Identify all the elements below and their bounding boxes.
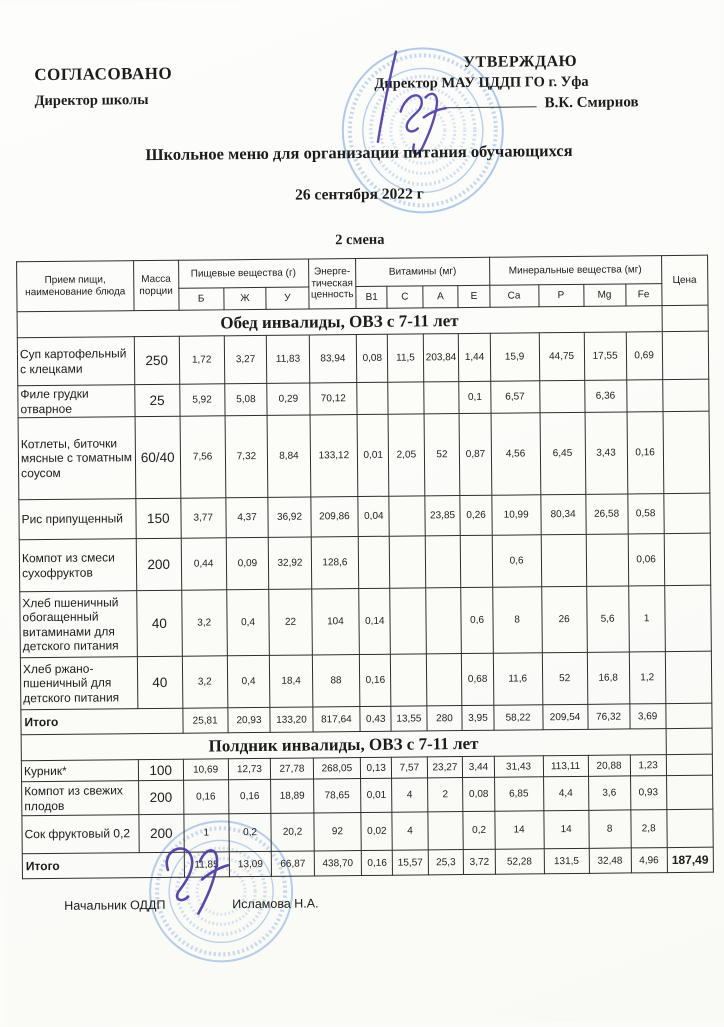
value-cell: 0,04 — [358, 496, 389, 536]
approved-block — [374, 52, 667, 114]
total-value-cell: 20,93 — [227, 707, 270, 732]
value-cell: 20,2 — [271, 813, 314, 851]
approved-role: Директор МАУ ЦДДП ГО г. Уфа — [374, 73, 589, 92]
total-label: Итого — [21, 708, 183, 735]
total-value-cell: 131,5 — [544, 848, 589, 873]
value-cell: 200 — [139, 814, 184, 852]
total-label: Итого — [22, 852, 184, 879]
total-value-cell: 13,55 — [391, 706, 426, 731]
footer-position: Начальник ОДДП — [64, 897, 166, 913]
dish-name-cell: Котлеты, биточки мясные с томатным соусом — [18, 417, 136, 500]
dish-name-cell: Курник* — [21, 760, 138, 782]
value-cell: 128,6 — [311, 537, 359, 589]
value-cell: 268,05 — [313, 758, 361, 779]
document-title: Школьное меню для организации питания обучающихся — [145, 140, 573, 165]
value-cell: 32,92 — [269, 537, 312, 589]
value-cell: 4,56 — [491, 413, 541, 495]
value-cell — [425, 536, 461, 588]
col-header-dish: Прием пищи, наименование блюда — [17, 261, 134, 312]
value-cell — [664, 585, 711, 651]
value-cell: 83,94 — [309, 335, 357, 383]
total-value-cell: 280 — [426, 706, 462, 731]
total-value-cell: 25,81 — [183, 708, 228, 733]
value-cell: 17,55 — [584, 332, 627, 380]
value-cell — [357, 382, 388, 414]
value-cell: 0,02 — [361, 812, 392, 850]
col-header-energy: Энерге- тическая ценность — [308, 259, 356, 309]
value-cell: 16,8 — [587, 652, 630, 704]
col-group-vitamins: Витамины (мг) — [356, 257, 490, 286]
dish-row — [20, 651, 711, 710]
total-value-cell: 209,54 — [542, 704, 587, 729]
total-value-cell: 11,85 — [184, 852, 229, 877]
col-header-a: А — [422, 286, 458, 308]
value-cell — [664, 533, 711, 585]
col-group-minerals: Минеральные вещества (мг) — [489, 256, 661, 286]
total-value-cell: 66,87 — [272, 851, 314, 876]
value-cell: 4 — [392, 778, 428, 812]
value-cell: 60/40 — [135, 416, 181, 498]
approved-name: В.К. Смирнов — [544, 94, 639, 112]
value-cell: 0,2 — [228, 813, 271, 851]
total-value-cell: 3,69 — [630, 704, 666, 729]
total-row — [22, 847, 713, 879]
value-cell: 23,27 — [427, 757, 463, 778]
value-cell — [663, 411, 710, 493]
value-cell: 0,01 — [361, 778, 392, 812]
total-value-cell: 76,32 — [587, 704, 629, 729]
table-body — [17, 305, 713, 879]
value-cell: 0,08 — [357, 334, 389, 382]
value-cell: 0,09 — [226, 537, 269, 589]
value-cell: 6,36 — [584, 380, 626, 412]
value-cell: 18,89 — [271, 779, 313, 813]
value-cell: 1 — [184, 814, 229, 852]
value-cell: 113,11 — [543, 755, 588, 776]
value-cell: 11,5 — [388, 334, 424, 382]
value-cell: 8,84 — [267, 415, 310, 497]
total-value-cell: 3,95 — [462, 705, 493, 730]
total-value-cell: 4,96 — [631, 848, 667, 873]
value-cell: 0,1 — [459, 381, 490, 413]
col-header-ca: Ca — [489, 285, 538, 307]
value-cell: 2,05 — [388, 414, 424, 496]
total-value-cell: 438,70 — [314, 851, 362, 876]
value-cell: 0,06 — [628, 534, 664, 586]
total-value-cell: 0,43 — [360, 706, 391, 731]
value-cell — [390, 588, 426, 654]
value-cell: 70,12 — [309, 383, 357, 415]
value-cell — [541, 534, 586, 586]
value-cell — [426, 654, 462, 706]
document-date: 26 сентября 2022 г — [295, 185, 424, 204]
dish-row — [19, 493, 710, 540]
value-cell: 25 — [135, 384, 180, 416]
total-value-cell: 133,20 — [270, 707, 312, 732]
total-value-cell: 32,48 — [589, 848, 631, 873]
total-value-cell: 58,22 — [493, 705, 542, 730]
dish-name-cell: Филе грудки отварное — [18, 385, 135, 418]
section-title: Полдник инвалиды, ОВЗ с 7-11 лет — [21, 729, 666, 761]
value-cell: 0,14 — [359, 588, 391, 654]
value-cell: 0,4 — [226, 589, 269, 655]
value-cell: 104 — [311, 589, 359, 655]
value-cell: 12,73 — [228, 758, 271, 779]
col-header-price: Цена — [661, 255, 708, 305]
value-cell: 2,8 — [631, 810, 667, 848]
value-cell — [586, 534, 629, 586]
value-cell: 0,16 — [627, 412, 664, 494]
value-cell: 3,2 — [182, 656, 227, 708]
value-cell: 44,75 — [539, 332, 584, 380]
agreed-role: Директор школы — [34, 92, 149, 110]
value-cell: 0,13 — [361, 757, 392, 778]
value-cell: 1,2 — [629, 652, 665, 704]
value-cell — [461, 535, 493, 587]
dish-name-cell: Рис припущенный — [19, 499, 136, 540]
total-value-cell: 25,3 — [428, 850, 464, 875]
value-cell: 0,2 — [463, 811, 494, 849]
value-cell — [427, 812, 463, 850]
total-value-cell: 15,57 — [393, 850, 428, 875]
value-cell — [390, 536, 426, 588]
value-cell: 0,69 — [626, 332, 662, 380]
value-cell: 0,08 — [463, 777, 494, 811]
value-cell: 0,6 — [492, 535, 542, 587]
value-cell: 5,92 — [179, 384, 224, 416]
col-group-nutrients: Пищевые вещества (г) — [178, 259, 308, 288]
value-cell: 133,12 — [310, 415, 358, 497]
value-cell: 0,44 — [181, 538, 226, 590]
value-cell: 40 — [137, 656, 182, 708]
value-cell: 3,44 — [463, 756, 494, 777]
approved-sign-line — [375, 94, 667, 114]
value-cell: 15,9 — [490, 333, 540, 381]
value-cell — [391, 654, 427, 706]
dish-name-cell: Сок фруктовый 0,2 — [22, 815, 139, 854]
value-cell: 4,37 — [225, 497, 268, 537]
value-cell: 0,16 — [183, 780, 228, 814]
value-cell: 200 — [138, 780, 183, 814]
value-cell: 2 — [427, 778, 463, 812]
value-cell: 0,16 — [360, 654, 392, 706]
total-value-cell: 817,64 — [312, 707, 360, 732]
value-cell — [539, 380, 584, 412]
dish-name-cell: Компот из смеси сухофруктов — [19, 539, 136, 592]
value-cell: 52 — [542, 652, 587, 704]
value-cell: 23,85 — [424, 496, 460, 536]
value-cell: 3,27 — [224, 335, 267, 383]
value-cell: 5,6 — [586, 586, 629, 652]
value-cell — [665, 651, 712, 703]
value-cell: 0,6 — [461, 587, 493, 653]
value-cell: 40 — [137, 590, 183, 656]
value-cell: 31,43 — [494, 756, 543, 777]
dish-name-cell: Компот из свежих плодов — [22, 781, 139, 816]
value-cell: 52 — [424, 414, 461, 496]
value-cell: 26 — [541, 586, 587, 652]
signature-line — [445, 106, 537, 108]
value-cell: 27,78 — [271, 758, 313, 779]
total-value-cell: 187,49 — [667, 847, 714, 872]
total-value-cell: 0,16 — [361, 850, 392, 875]
value-cell: 6,85 — [494, 777, 543, 811]
value-cell: 11,83 — [267, 335, 310, 383]
col-header-mg: Mg — [583, 284, 625, 306]
value-cell: 4 — [392, 812, 428, 850]
value-cell: 80,34 — [540, 494, 585, 534]
value-cell — [358, 536, 390, 588]
value-cell — [666, 809, 713, 847]
value-cell — [666, 754, 713, 775]
value-cell — [425, 588, 462, 654]
value-cell: 1,23 — [630, 755, 666, 776]
total-value-cell: 13,09 — [229, 851, 272, 876]
shift-label: 2 смена — [335, 231, 385, 249]
col-header-fe: Fe — [625, 284, 661, 306]
value-cell: 1,72 — [179, 336, 224, 384]
value-cell: 7,32 — [225, 415, 269, 497]
dish-row — [17, 331, 708, 386]
value-cell: 6,45 — [540, 412, 586, 494]
total-value-cell: 3,72 — [464, 849, 495, 874]
menu-table — [16, 255, 714, 880]
value-cell: 0,87 — [460, 413, 492, 495]
value-cell: 203,84 — [423, 334, 459, 382]
dish-name-cell: Суп картофельный с клецками — [17, 337, 134, 386]
value-cell: 36,92 — [268, 497, 311, 537]
dish-row — [22, 809, 713, 854]
value-cell: 100 — [138, 759, 183, 780]
section-title: Обед инвалиды, ОВЗ с 7-11 лет — [17, 306, 662, 338]
value-cell: 8 — [588, 810, 631, 848]
col-header-protein: Б — [179, 288, 224, 310]
col-header-fat: Ж — [223, 287, 266, 309]
value-cell: 20,88 — [588, 755, 630, 776]
value-cell: 0,4 — [227, 655, 270, 707]
value-cell: 0,29 — [267, 383, 309, 415]
total-value-cell: 52,28 — [495, 849, 544, 874]
dish-row — [20, 585, 712, 658]
value-cell: 0,26 — [460, 495, 491, 535]
value-cell — [626, 380, 662, 412]
value-cell: 0,68 — [462, 653, 494, 705]
agreed-block — [34, 64, 172, 110]
value-cell — [389, 496, 425, 536]
value-cell: 0,58 — [628, 494, 664, 534]
dish-name-cell: Хлеб пшеничный обогащенный витаминами для детского питания — [20, 591, 137, 658]
value-cell: 0,93 — [630, 776, 666, 810]
value-cell: 10,69 — [183, 759, 228, 780]
value-cell — [663, 493, 710, 533]
value-cell: 7,57 — [392, 757, 427, 778]
approved-label: УТВЕРЖДАЮ — [463, 52, 578, 72]
value-cell: 10,99 — [491, 495, 540, 535]
col-header-p: P — [538, 284, 583, 306]
col-header-carbs: У — [266, 287, 308, 309]
total-value-cell — [665, 703, 712, 728]
value-cell: 0,01 — [357, 414, 389, 496]
value-cell: 7,56 — [180, 416, 226, 498]
value-cell: 3,77 — [181, 498, 226, 538]
value-cell: 209,86 — [310, 497, 358, 537]
value-cell: 14 — [543, 810, 588, 848]
dish-name-cell: Хлеб ржано-пшеничный для детского питания — [20, 657, 137, 710]
value-cell: 26,58 — [585, 494, 628, 534]
value-cell: 3,2 — [181, 590, 227, 656]
value-cell: 18,4 — [270, 655, 313, 707]
value-cell: 11,6 — [493, 653, 543, 705]
col-header-e: Е — [458, 285, 489, 307]
value-cell: 1,44 — [459, 333, 491, 381]
value-cell — [666, 775, 713, 809]
value-cell: 0,16 — [228, 779, 271, 813]
value-cell — [662, 331, 709, 379]
value-cell: 1 — [628, 586, 665, 652]
value-cell: 250 — [134, 336, 179, 384]
col-header-b1: B1 — [356, 286, 387, 308]
agreed-label: СОГЛАСОВАНО — [34, 63, 173, 85]
dish-row — [19, 533, 710, 592]
value-cell — [662, 379, 709, 411]
value-cell — [388, 382, 424, 414]
value-cell: 8 — [492, 587, 542, 653]
value-cell: 3,43 — [585, 412, 628, 494]
value-cell: 92 — [313, 813, 361, 851]
section-title-price-cell — [662, 305, 709, 331]
value-cell: 6,57 — [490, 381, 539, 413]
col-header-mass: Масса порции — [133, 260, 178, 310]
value-cell: 14 — [494, 811, 543, 849]
section-title-price-cell — [666, 728, 713, 754]
value-cell — [423, 382, 459, 414]
value-cell: 150 — [136, 498, 181, 538]
value-cell: 5,08 — [224, 383, 267, 415]
dish-row — [18, 411, 710, 500]
value-cell: 88 — [312, 655, 360, 707]
footer-name: Исламова Н.А. — [232, 896, 319, 912]
table-header — [17, 255, 708, 312]
value-cell: 22 — [269, 589, 312, 655]
value-cell: 3,6 — [588, 776, 630, 810]
value-cell: 4,4 — [543, 776, 588, 810]
value-cell: 78,65 — [313, 779, 361, 813]
value-cell: 200 — [136, 538, 181, 590]
col-header-c: С — [387, 286, 422, 308]
